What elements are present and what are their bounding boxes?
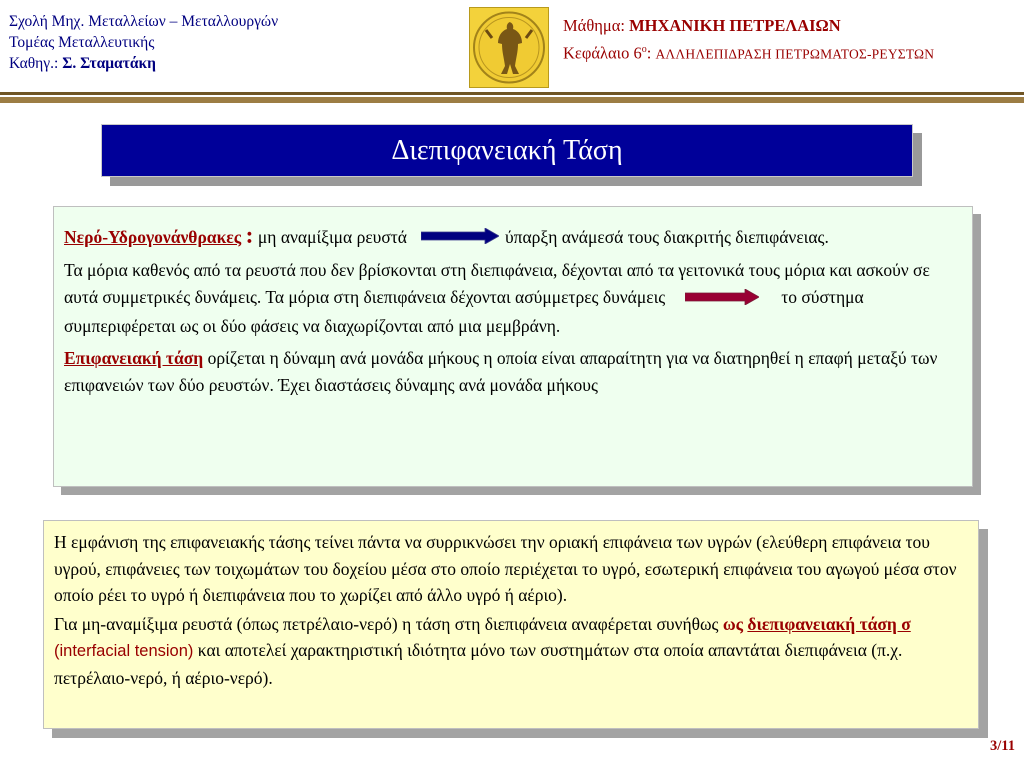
- term-interfacial-tension: διεπιφανειακή τάση σ: [747, 613, 911, 634]
- chapter-sup: ο: [641, 44, 647, 55]
- term-water-hydrocarbons: Νερό-Υδρογονάνθρακες: [64, 227, 242, 247]
- definition-p1: [64, 223, 962, 252]
- explanation-box: [43, 520, 979, 729]
- arrow-right-icon: [685, 286, 759, 313]
- university-seal-icon: [469, 7, 549, 88]
- definition-box: [53, 206, 973, 487]
- definition-p1-text-b: ύπαρξη ανάμεσά τους διακριτής διεπιφάνειας.: [504, 227, 829, 247]
- explanation-p1: Η εμφάνιση της επιφανειακής τάσης τείνει πάντα να συρρικνώσει την οριακή επιφάνεια των υγρών (ελεύθερη επιφάνεια του υγρού, επιφάνειες των τοιχωμάτων του δοχείου μέσα στο οποίο περιέχεται το υγρό, εσωτερική επιφάνεια του αγωγού μέσα στον οποίο ρέει το υγρό ή διεπιφάνεια που το χωρίζει από άλλο υγρό ή αέριο).: [54, 532, 957, 605]
- term-surface-tension: Επιφανειακή τάση: [64, 347, 204, 368]
- explanation-p2-text-b: και αποτελεί χαρακτηριστική ιδιότητα μόνο των συστημάτων στα οποία απαντάται διεπιφάνεια (π.χ. πετρέλαιο-νερό, ή αέριο-νερό).: [54, 640, 903, 688]
- professor-line: [9, 53, 278, 74]
- explanation-ws: ως: [722, 613, 743, 634]
- course-name: ΜΗΧΑΝΙΚΗ ΠΕΤΡΕΛΑΙΩΝ: [629, 16, 841, 35]
- term-interfacial-tension-en: (interfacial tension): [54, 642, 194, 660]
- professor-name: Σ. Σταματάκη: [62, 55, 156, 72]
- definition-p2-text-a: Τα μόρια καθενός από τα ρευστά που δεν βρίσκονται στη διεπιφάνεια, δέχονται από τα γειτονικά τους μόρια και ασκούν σε αυτά συμμετρικές δυνάμεις. Τα μόρια στη διεπιφάνεια δέχονται ασύμμετρες δυνάμεις: [64, 260, 930, 308]
- definition-p3: [64, 345, 962, 399]
- chapter-prefix: Κεφάλαιο 6: [563, 43, 642, 63]
- chapter-line: [563, 38, 934, 67]
- department-name: Τομέας Μεταλλευτικής: [9, 34, 155, 51]
- chapter-sep: :: [646, 43, 656, 63]
- slide-title: Διεπιφανειακή Τάση: [101, 124, 913, 177]
- chapter-title: ΑΛΛΗΛΕΠΙΔΡΑΣΗ ΠΕΤΡΩΜΑΤΟΣ-ΡΕΥΣΤΩΝ: [655, 46, 935, 62]
- course-prefix: Μάθημα:: [563, 16, 630, 35]
- professor-prefix: Καθηγ.:: [9, 55, 63, 72]
- definition-p2-text-b: το σύστημα συμπεριφέρεται ως οι δύο φάσεις να διαχωρίζονται από μια μεμβράνη.: [64, 287, 864, 336]
- definition-p3-text: ορίζεται η δύναμη ανά μονάδα μήκους η οποία είναι απαραίτητη για να διατηρηθεί η επαφή μεταξύ των επιφανειών των δύο ρευστών. Έχει διαστάσεις δύναμης ανά μονάδα μήκους: [64, 347, 938, 395]
- page-number: 3/11: [990, 738, 1015, 754]
- explanation-p2: [54, 611, 968, 692]
- term-colon: :: [245, 223, 254, 249]
- arrow-right-icon: [421, 225, 499, 252]
- header-rule-thin: [0, 92, 1024, 95]
- school-name: Σχολή Μηχ. Μεταλλείων – Μεταλλουργών: [9, 13, 279, 30]
- definition-p2: [64, 257, 962, 339]
- header-course-info: [563, 14, 934, 67]
- course-line: [563, 14, 934, 38]
- header-school-info: [9, 11, 278, 74]
- definition-p1-text-a: μη αναμίξιμα ρευστά: [257, 227, 407, 247]
- header-rule-thick: [0, 97, 1024, 103]
- explanation-p2-text-a: Για μη-αναμίξιμα ρευστά (όπως πετρέλαιο-νερό) η τάση στη διεπιφάνεια αναφέρεται συνήθως: [54, 613, 723, 634]
